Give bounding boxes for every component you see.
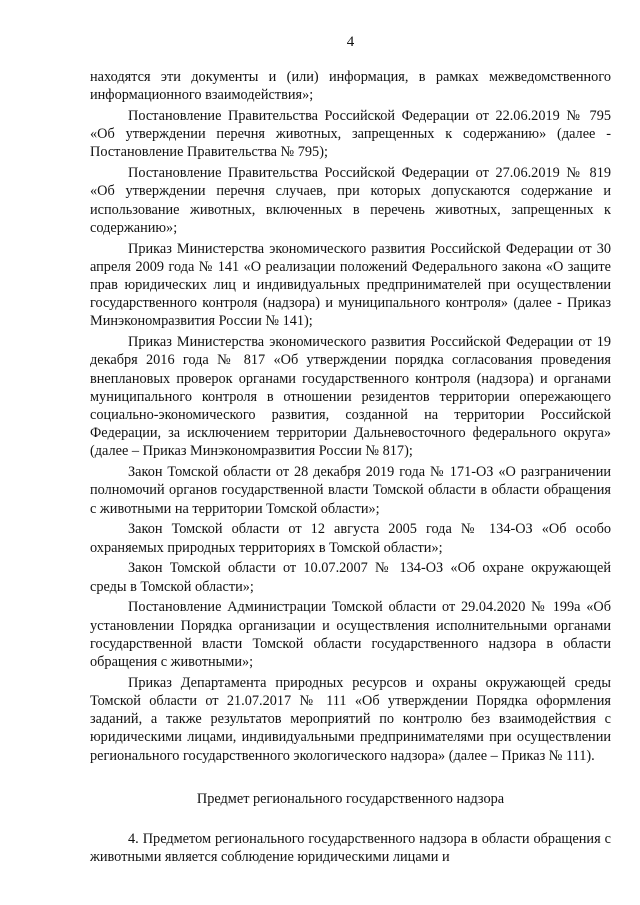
section-title: Предмет регионального государственного надзора <box>196 790 505 807</box>
paragraph-order-817: Приказ Министерства экономического развития Российской Федерации от 19 декабря 2016 года № 817 «Об утверждении порядка согласования проведения внеплановых проверок органами государственного контроля (надзора) и органами муниципального контроля в отношении резидентов территории опережающего социально-экономического развития, созданной на территории Российской Федерации, за исключением территории Дальневосточного федерального округа» (далее – Приказ Минэкономразвития России № 817); <box>90 334 611 460</box>
paragraph-item-4: 4. Предметом регионального государственного надзора в области обращения с животными является соблюдение юридическими лицами и <box>90 831 611 866</box>
paragraph-order-111: Приказ Департамента природных ресурсов и охраны окружающей среды Томской области от 21.07.2017 № 111 «Об утверждении Порядка оформления заданий, а также результатов мероприятий по контролю без взаимодействия с юридическими лицами, индивидуальными предпринимателями при осуществлении регионального государственного экологического надзора» (далее – Приказ № 111). <box>90 674 611 764</box>
paragraph-decree-819: Постановление Правительства Российской Федерации от 27.06.2019 № 819 «Об утверждении перечня случаев, при которых допускаются содержание и использование животных, включенных в перечень животных, запрещенных к содержанию»; <box>90 165 611 236</box>
paragraph-law-134-oz-2005: Закон Томской области от 12 августа 2005 года № 134-ОЗ «Об особо охраняемых природных территориях в Томской области»; <box>90 521 611 556</box>
paragraph-law-171-oz: Закон Томской области от 28 декабря 2019 года № 171-ОЗ «О разграничении полномочий органов государственной власти Томской области в области обращения с животными на территории Томской области»; <box>90 464 611 517</box>
page-number: 4 <box>346 34 355 50</box>
paragraph-order-141: Приказ Министерства экономического развития Российской Федерации от 30 апреля 2009 года № 141 «О реализации положений Федерального закона «О защите прав юридических лиц и индивидуальных предпринимателей при осуществлении государственного контроля (надзора) и муниципального контроля» (далее - Приказ Минэкономразвития России № 141); <box>90 240 611 330</box>
paragraph-decree-199a: Постановление Администрации Томской области от 29.04.2020 № 199а «Об установлении Порядка организации и осуществления исполнительными органами государственной власти Томской области государственного надзора в области обращения с животными»; <box>90 599 611 671</box>
paragraph-continuation: находятся эти документы и (или) информация, в рамках межведомственного информационного взаимодействия»; <box>90 69 611 104</box>
document-page <box>90 32 611 869</box>
paragraph-decree-795: Постановление Правительства Российской Федерации от 22.06.2019 № 795 «Об утверждении перечня животных, запрещенных к содержанию» (далее - Постановление Правительства № 795); <box>90 108 611 161</box>
paragraph-law-134-oz-2007: Закон Томской области от 10.07.2007 № 134-ОЗ «Об охране окружающей среды в Томской области»; <box>90 560 611 595</box>
